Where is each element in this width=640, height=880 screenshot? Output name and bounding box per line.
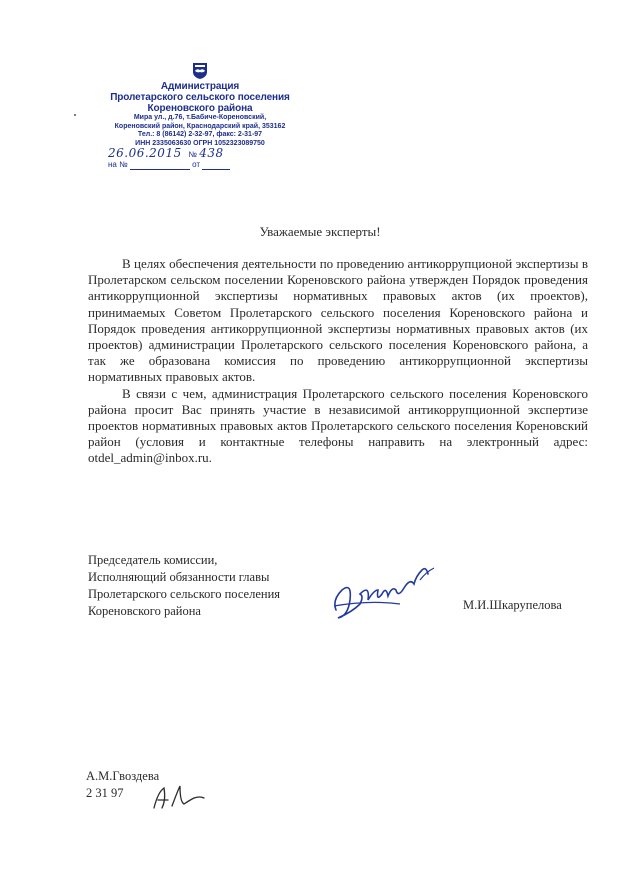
letter-body	[88, 256, 588, 467]
stamp-phones: Тел.: 8 (86142) 2-32-97, факс: 2-31-97	[137, 131, 263, 138]
body-paragraph-2: В связи с чем, администрация Пролетарского сельского поселения Кореновского района просит Вас принять участие в независимой антикоррупционной экспертизе проектов нормативных правовых актов Пролетарского сельского поселения Кореновский район (условия и контактные телефоны направить на электронный адрес: otdel_admin@inbox.ru.	[88, 385, 588, 466]
stamp-settlement: Пролетарского сельского поселения	[110, 92, 290, 103]
stamp-number: 438	[199, 146, 224, 160]
signer-title-line3: Пролетарского сельского поселения	[88, 587, 281, 601]
stamp-district: Кореновского района	[147, 103, 253, 114]
signature-block	[88, 552, 280, 620]
stamp-date: 26.06.2015	[108, 146, 182, 160]
handwritten-signature-icon	[330, 560, 440, 628]
signer-title-line2: Исполняющий обязанности главы	[88, 570, 270, 584]
signer-name: М.И.Шкарупелова	[463, 598, 562, 612]
executor-initials-icon	[150, 782, 206, 812]
stamp-from-label: от	[192, 160, 201, 169]
stamp-date-line	[100, 148, 300, 160]
stamp-title: Администрация	[160, 81, 240, 92]
greeting-heading: Уважаемые эксперты!	[259, 224, 381, 239]
stamp-rule-short	[202, 168, 230, 170]
stamp-reference-line	[100, 160, 300, 170]
body-paragraph-1: В целях обеспечения деятельности по проведению антикоррупционой экспертизы в Пролетарском сельском поселении Кореновского района утвержден Порядок проведения антикоррупционной экспертизы нормативных правовых актов (их проектов), принимаемых Советом Пролетарского сельского поселения Кореновского района и Порядок проведения антикоррупционной экспертизы нормативных правовых актов (их проектов) администрации Пролетарского сельского поселения Кореновского района, а так же образована комиссия по проведению антикоррупционной экспертизы нормативных правовых актов.	[88, 256, 588, 385]
stamp-address-line1: Мира ул., д.76, т.Бабиче-Кореновский,	[133, 114, 267, 121]
stamp-on-label: на №	[108, 160, 128, 169]
signer-title-line4: Кореновского района	[88, 604, 201, 618]
coat-of-arms-icon	[192, 62, 208, 80]
executor-block	[86, 768, 159, 802]
stamp-number-prefix: №	[188, 150, 197, 159]
signer-title-line1: Председатель комиссии,	[88, 553, 218, 567]
scan-dot	[74, 114, 76, 116]
stamp-ids: ИНН 2335063630 ОГРН 1052323089750	[135, 139, 265, 147]
executor-phone: 2 31 97	[86, 786, 124, 800]
stamp-rule	[130, 168, 190, 170]
stamp-address-line2: Кореновский район, Краснодарский край, 353162	[114, 122, 286, 130]
letterhead-stamp	[100, 62, 300, 170]
executor-name: А.М.Гвоздева	[86, 769, 160, 783]
